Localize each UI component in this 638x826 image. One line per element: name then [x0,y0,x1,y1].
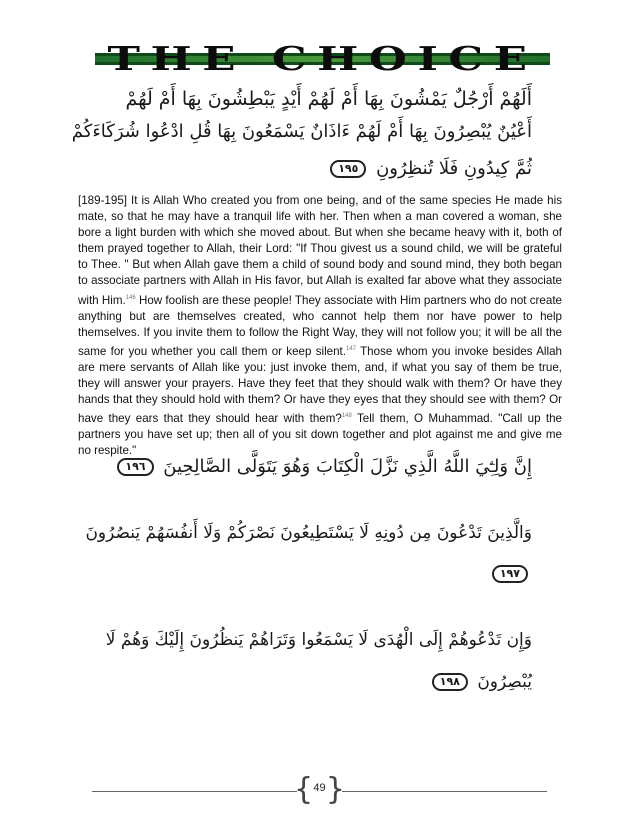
footnote-marker[interactable]: 146 [125,294,136,301]
footer-bracket-right: } [325,772,345,807]
footer-rule-right [342,791,547,792]
commentary-paragraph [78,193,562,459]
arabic-verse-text: وَإِن تَدْعُوهُمْ إِلَى الْهُدَى لَا يَسْمَعُوا وَتَرَاهُمْ يَنظُرُونَ إِلَيْكَ وَهُمْ لَا [105,630,532,650]
arabic-verse-text: ثُمَّ كِيدُونِ فَلَا تُنظِرُونِ [376,158,532,179]
page-number: 49 [313,782,326,794]
arabic-verse-text: أَعْيُنٌ يُبْصِرُونَ بِهَا أَمْ لَهُمْ ءَاذَانٌ يَسْمَعُونَ بِهَا قُلِ ادْعُوا شُرَكَاءَكُمْ [71,121,532,142]
header-banner [95,39,550,78]
arabic-verse-line [100,84,532,114]
commentary-text: How foolish are these people! They associate with Him partners who do not create anything but are themselves created, who cannot help them nor have power to help themselves. If you invite them to follow the Right Way, they will not follow you; it will be all the same for you whether you call them or keep silent. [78,293,562,358]
arabic-verse-line [280,154,532,184]
verse-number-badge: ١٩٥ [330,160,366,178]
arabic-verse-text: يُبْصِرُونَ [477,672,532,692]
footer-bracket-left: { [294,772,314,807]
verse-number-badge: ١٩٨ [432,673,468,691]
footnote-marker[interactable]: 148 [341,412,352,419]
page-footer [92,771,547,811]
arabic-verse-text: إِنَّ وَلِـِّۧيَ اللَّهُ الَّذِي نَزَّلَ الْكِتَابَ وَهُوَ يَتَوَلَّى الصَّالِحِينَ [163,456,532,477]
commentary-text: Those whom you invoke besides Allah are mere servants of Allah like you: just invoke them, and, if what you say of them be true, they will answer your prayers. Have they feet that they should walk with them? Or have they hands that they should hold with them? Or have they eyes that they should see with them? Or have they ears that they should hear with them? [78,344,562,425]
arabic-verse-line [105,625,532,655]
footnote-marker[interactable]: 147 [346,345,357,352]
arabic-verse-line [71,117,532,147]
header-title: THE CHOICE [107,39,538,78]
arabic-verse-line [85,518,532,548]
verse-number-badge: ١٩٦ [117,458,153,476]
arabic-verse-line [125,452,532,482]
commentary-text: [189-195] It is Allah Who created you from one being, and of the same species He made his mate, so that he may have a tranquil life with her. Then when a man covered a woman, she bore a light burden with which she moved about. But when she became heavy with it, both of them prayed together to Allah, their Lord: "If Thou givest us a sound child, we will be grateful to Thee. " But when Allah gave them a child of sound body and sound mind, they both began to associate partners with Allah in His favor, but Allah is exalted far above what they associate with Him. [78,194,562,307]
verse-number-badge: ١٩٧ [492,565,528,583]
arabic-verse-text: وَالَّذِينَ تَدْعُونَ مِن دُونِهِ لَا يَسْتَطِيعُونَ نَصْرَكُمْ وَلَا أَنفُسَهُمْ يَنصُرُونَ [85,523,532,543]
arabic-verse-line [380,667,532,697]
arabic-verse-text: أَلَهُمْ أَرْجُلٌ يَمْشُونَ بِهَا أَمْ لَهُمْ أَيْدٍ يَبْطِشُونَ بِهَا أَمْ لَهُمْ [125,88,532,110]
verse-number-line [440,561,532,587]
header-banner-graphic [95,39,550,78]
footer-rule-left [92,791,297,792]
commentary-text: Tell them, O Muhammad. "Call up the partners you have set up; then all of you sit down together and plot against me and give me no respite." [78,411,562,457]
